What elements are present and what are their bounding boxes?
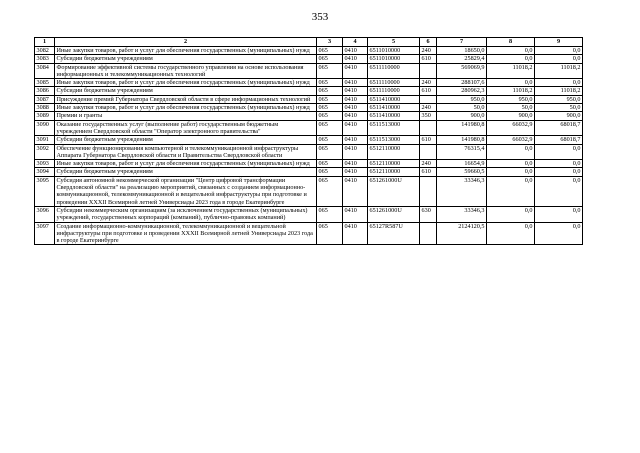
row-section-code: 0410 <box>343 79 368 87</box>
row-name: Субсидии бюджетным учреждениям <box>55 87 317 95</box>
page-number: 353 <box>311 11 329 23</box>
table-row <box>35 168 583 176</box>
column-header: 5 <box>368 38 420 47</box>
row-amount-col9: 0,0 <box>535 79 583 87</box>
column-header: 3 <box>317 38 343 47</box>
row-number: 3084 <box>35 63 55 79</box>
row-amount-col9: 11018,2 <box>535 87 583 95</box>
row-number: 3086 <box>35 87 55 95</box>
row-expense-type <box>420 63 437 79</box>
row-amount-col8: 11018,2 <box>487 87 535 95</box>
row-target-article: 6511513000 <box>368 120 420 136</box>
row-ministry-code: 065 <box>317 136 343 144</box>
row-expense-type: 610 <box>420 87 437 95</box>
table-row <box>35 55 583 63</box>
row-expense-type <box>420 95 437 103</box>
row-expense-type <box>420 176 437 206</box>
row-number: 3095 <box>35 176 55 206</box>
row-amount-col9: 0,0 <box>535 168 583 176</box>
row-section-code: 0410 <box>343 206 368 222</box>
row-expense-type <box>420 144 437 160</box>
column-header: 2 <box>55 38 317 47</box>
row-target-article: 6511410000 <box>368 95 420 103</box>
row-amount-col7: 900,0 <box>437 112 487 120</box>
row-section-code: 0410 <box>343 95 368 103</box>
row-name: Формирование эффективной системы государственного управления на основе использования информационных и телекоммуникационных технологий <box>55 63 317 79</box>
row-name: Субсидии бюджетным учреждениям <box>55 136 317 144</box>
row-expense-type: 240 <box>420 79 437 87</box>
row-amount-col7: 18650,0 <box>437 47 487 55</box>
row-amount-col9: 950,0 <box>535 95 583 103</box>
row-expense-type: 240 <box>420 47 437 55</box>
row-amount-col8: 66032,9 <box>487 120 535 136</box>
row-amount-col7: 141980,8 <box>437 120 487 136</box>
row-amount-col8: 0,0 <box>487 206 535 222</box>
row-expense-type: 240 <box>420 160 437 168</box>
table-row <box>35 160 583 168</box>
row-target-article: 6511110000 <box>368 87 420 95</box>
row-amount-col8: 0,0 <box>487 160 535 168</box>
row-name: Субсидии бюджетным учреждениям <box>55 168 317 176</box>
row-number: 3090 <box>35 120 55 136</box>
row-amount-col7: 16654,9 <box>437 160 487 168</box>
row-ministry-code: 065 <box>317 95 343 103</box>
row-amount-col8: 0,0 <box>487 79 535 87</box>
row-amount-col9: 50,0 <box>535 104 583 112</box>
row-ministry-code: 065 <box>317 112 343 120</box>
row-amount-col7: 950,0 <box>437 95 487 103</box>
row-amount-col7: 569069,9 <box>437 63 487 79</box>
row-section-code: 0410 <box>343 63 368 79</box>
row-target-article: 651261000U <box>368 206 420 222</box>
row-name: Обеспечение функционирования компьютерной и телекоммуникационной инфраструктуры Аппарата Губернатора Свердловской области и Правительства Свердловской области <box>55 144 317 160</box>
row-amount-col7: 2124120,5 <box>437 222 487 245</box>
row-target-article: 6512110000 <box>368 168 420 176</box>
row-section-code: 0410 <box>343 168 368 176</box>
row-amount-col9: 0,0 <box>535 160 583 168</box>
row-number: 3082 <box>35 47 55 55</box>
row-name: Присуждение премий Губернатора Свердловской области в сфере информационных технологий <box>55 95 317 103</box>
row-amount-col8: 0,0 <box>487 222 535 245</box>
table-row <box>35 63 583 79</box>
column-header: 9 <box>535 38 583 47</box>
row-amount-col8: 11018,2 <box>487 63 535 79</box>
row-expense-type <box>420 222 437 245</box>
table-row <box>35 104 583 112</box>
table-body <box>35 47 583 245</box>
row-amount-col7: 50,0 <box>437 104 487 112</box>
row-amount-col9: 68018,7 <box>535 136 583 144</box>
row-target-article: 6511513000 <box>368 136 420 144</box>
row-expense-type: 240 <box>420 104 437 112</box>
row-expense-type: 610 <box>420 168 437 176</box>
column-header: 1 <box>35 38 55 47</box>
row-number: 3089 <box>35 112 55 120</box>
row-name: Субсидия автономной некоммерческой организации "Центр цифровой трансформации Свердловской области" на реализацию мероприятий, связанных с созданием информационно-коммуникационной, телекоммуникационной и вещательной инфраструктуры при подготовке и проведении XXXII Всемирной летней Универсиады 2023 года в городе Екатеринбурге <box>55 176 317 206</box>
table-row <box>35 206 583 222</box>
row-amount-col9: 0,0 <box>535 47 583 55</box>
row-section-code: 0410 <box>343 120 368 136</box>
row-number: 3087 <box>35 95 55 103</box>
row-amount-col8: 0,0 <box>487 144 535 160</box>
row-expense-type: 610 <box>420 55 437 63</box>
row-section-code: 0410 <box>343 136 368 144</box>
row-amount-col9: 0,0 <box>535 206 583 222</box>
row-expense-type <box>420 120 437 136</box>
table-row <box>35 120 583 136</box>
row-ministry-code: 065 <box>317 206 343 222</box>
row-section-code: 0410 <box>343 112 368 120</box>
row-section-code: 0410 <box>343 55 368 63</box>
row-number: 3088 <box>35 104 55 112</box>
row-name: Иные закупки товаров, работ и услуг для обеспечения государственных (муниципальных) нужд <box>55 79 317 87</box>
table-row <box>35 112 583 120</box>
row-amount-col7: 141980,8 <box>437 136 487 144</box>
budget-table <box>34 37 583 245</box>
row-target-article: 6512110000 <box>368 144 420 160</box>
row-amount-col9: 900,0 <box>535 112 583 120</box>
row-target-article: 6511010000 <box>368 47 420 55</box>
row-ministry-code: 065 <box>317 47 343 55</box>
row-name: Оказание государственных услуг (выполнение работ) государственным бюджетным учреждением Свердловской области "Оператор электронного правительства" <box>55 120 317 136</box>
row-amount-col8: 0,0 <box>487 55 535 63</box>
row-ministry-code: 065 <box>317 144 343 160</box>
table-row <box>35 79 583 87</box>
row-section-code: 0410 <box>343 47 368 55</box>
row-ministry-code: 065 <box>317 176 343 206</box>
row-target-article: 6511410000 <box>368 112 420 120</box>
row-amount-col8: 50,0 <box>487 104 535 112</box>
header-row <box>35 38 583 47</box>
row-amount-col9: 11018,2 <box>535 63 583 79</box>
row-section-code: 0410 <box>343 160 368 168</box>
row-target-article: 6511110000 <box>368 63 420 79</box>
row-amount-col7: 76315,4 <box>437 144 487 160</box>
table-row <box>35 222 583 245</box>
row-number: 3093 <box>35 160 55 168</box>
row-section-code: 0410 <box>343 87 368 95</box>
row-name: Создание информационно-коммуникационной, телекоммуникационной и вещательной инфраструктуры при подготовке и проведении XXXII Всемирной летней Универсиады 2023 года в городе Екатеринбурге <box>55 222 317 245</box>
row-ministry-code: 065 <box>317 55 343 63</box>
row-name: Иные закупки товаров, работ и услуг для обеспечения государственных (муниципальных) нужд <box>55 160 317 168</box>
row-amount-col9: 0,0 <box>535 55 583 63</box>
row-ministry-code: 065 <box>317 104 343 112</box>
row-name: Субсидии некоммерческим организациям (за исключением государственных (муниципальных) учреждений, государственных корпораций (компаний), публично-правовых компаний) <box>55 206 317 222</box>
row-number: 3083 <box>35 55 55 63</box>
column-header: 4 <box>343 38 368 47</box>
row-target-article: 65127R587U <box>368 222 420 245</box>
row-amount-col8: 66032,9 <box>487 136 535 144</box>
row-number: 3092 <box>35 144 55 160</box>
row-ministry-code: 065 <box>317 160 343 168</box>
row-number: 3091 <box>35 136 55 144</box>
row-target-article: 651261000U <box>368 176 420 206</box>
row-name: Субсидии бюджетным учреждениям <box>55 55 317 63</box>
row-section-code: 0410 <box>343 104 368 112</box>
row-expense-type: 630 <box>420 206 437 222</box>
table-row <box>35 136 583 144</box>
column-header: 6 <box>420 38 437 47</box>
row-name: Иные закупки товаров, работ и услуг для обеспечения государственных (муниципальных) нужд <box>55 104 317 112</box>
row-ministry-code: 065 <box>317 63 343 79</box>
row-amount-col8: 900,0 <box>487 112 535 120</box>
row-ministry-code: 065 <box>317 79 343 87</box>
row-target-article: 6511410000 <box>368 104 420 112</box>
row-amount-col7: 280962,3 <box>437 87 487 95</box>
row-expense-type: 350 <box>420 112 437 120</box>
row-amount-col7: 33346,3 <box>437 206 487 222</box>
row-number: 3085 <box>35 79 55 87</box>
row-amount-col7: 288107,6 <box>437 79 487 87</box>
table-row <box>35 87 583 95</box>
row-amount-col9: 0,0 <box>535 222 583 245</box>
row-number: 3094 <box>35 168 55 176</box>
row-amount-col7: 25829,4 <box>437 55 487 63</box>
row-amount-col7: 59660,5 <box>437 168 487 176</box>
row-amount-col8: 950,0 <box>487 95 535 103</box>
row-amount-col9: 68018,7 <box>535 120 583 136</box>
row-amount-col8: 0,0 <box>487 47 535 55</box>
row-section-code: 0410 <box>343 176 368 206</box>
table-row <box>35 95 583 103</box>
table-row <box>35 144 583 160</box>
row-target-article: 6511110000 <box>368 79 420 87</box>
row-ministry-code: 065 <box>317 120 343 136</box>
row-name: Премии и гранты <box>55 112 317 120</box>
row-expense-type: 610 <box>420 136 437 144</box>
column-header: 7 <box>437 38 487 47</box>
table-row <box>35 176 583 206</box>
row-number: 3096 <box>35 206 55 222</box>
row-amount-col7: 33346,3 <box>437 176 487 206</box>
row-target-article: 6512110000 <box>368 160 420 168</box>
row-section-code: 0410 <box>343 222 368 245</box>
row-ministry-code: 065 <box>317 222 343 245</box>
row-amount-col8: 0,0 <box>487 176 535 206</box>
column-header: 8 <box>487 38 535 47</box>
row-ministry-code: 065 <box>317 168 343 176</box>
row-name: Иные закупки товаров, работ и услуг для обеспечения государственных (муниципальных) нужд <box>55 47 317 55</box>
row-section-code: 0410 <box>343 144 368 160</box>
row-amount-col8: 0,0 <box>487 168 535 176</box>
row-target-article: 6511010000 <box>368 55 420 63</box>
row-number: 3097 <box>35 222 55 245</box>
table-row <box>35 47 583 55</box>
row-ministry-code: 065 <box>317 87 343 95</box>
row-amount-col9: 0,0 <box>535 144 583 160</box>
row-amount-col9: 0,0 <box>535 176 583 206</box>
